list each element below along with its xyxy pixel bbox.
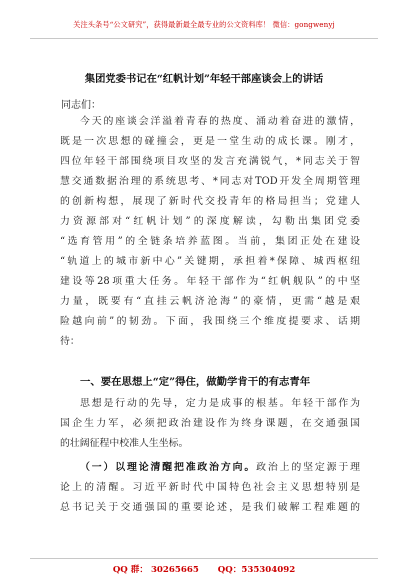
paragraph-line: “轨道上的城市新中心”关键期，承担着*保障、城西枢纽 [60, 256, 360, 267]
intro-paragraph [60, 112, 360, 352]
paragraph-line: 慧交通数据治理的系统思考、*同志对TOD开发全周期管理 [60, 176, 360, 187]
paragraph-line: 建设等28项重大任务。年轻干部作为“红帆舰队”的中坚 [60, 276, 360, 287]
footer-contact [0, 563, 408, 575]
paragraph-line: 国企生力军，必须把政治建设作为终身课题，在交通强国 [60, 418, 360, 429]
paragraph-line: 总书记关于交通强国的重要论述，是我们破解工程难题的 [60, 502, 360, 513]
paragraph-line: 待： [60, 336, 80, 347]
paragraph-line: 险越向前”的韧劲。下面，我围绕三个维度提要求、话期 [60, 316, 360, 327]
paragraph-line: “选育管用”的全链条培养蓝图。当前，集团正处在建设 [60, 236, 360, 247]
paragraph-line: 今天的座谈会洋溢着青春的热度、涌动着奋进的激情， [80, 116, 360, 127]
paragraph-line: 既是一次思想的碰撞会，更是一堂生动的成长课。刚才， [60, 136, 360, 147]
paragraph-line: 力资源部对“红帆计划”的深度解读，勾勒出集团党委 [60, 216, 360, 227]
top-banner: 关注头条号“公文研究”，获得最新最全最专业的公文资料库！ 微信：gongwenyj [73, 20, 335, 29]
sub-heading-rest: 政治上的坚定源于理 [256, 462, 360, 473]
paragraph-line: 四位年轻干部围绕项目攻坚的发言充满锐气，*同志关于智 [60, 156, 360, 167]
header-divider [30, 38, 378, 39]
sub-paragraph [60, 458, 360, 518]
paragraph-line: 论上的清醒。习近平新时代中国特色社会主义思想特别是 [60, 482, 360, 493]
section-heading: 一、要在思想上“定”得住，做勤学肯干的有志青年 [80, 376, 311, 388]
paragraph-line: 思想是行动的先导，定力是成事的根基。年轻干部作为 [80, 398, 360, 409]
section-paragraph [60, 394, 360, 454]
footer-qq: QQ：535304092 [217, 565, 296, 575]
footer-qq-group: QQ 群： 30265665 [112, 565, 199, 575]
document-title: 集团党委书记在“红帆计划”年轻干部座谈会上的讲话 [84, 73, 324, 85]
paragraph-line: 的创新构想，展现了新时代交投青年的格局担当；党建人 [60, 196, 360, 207]
footer-divider [30, 558, 378, 559]
greeting: 同志们： [61, 100, 101, 111]
paragraph-line [60, 458, 360, 478]
paragraph-line: 的壮阔征程中校准人生坐标。 [60, 438, 189, 449]
paragraph-line: 力量，既要有“直挂云帆济沧海”的豪情，更需“越是艰 [60, 296, 360, 307]
sub-heading: （一）以理论清醒把准政治方向。 [80, 462, 257, 473]
